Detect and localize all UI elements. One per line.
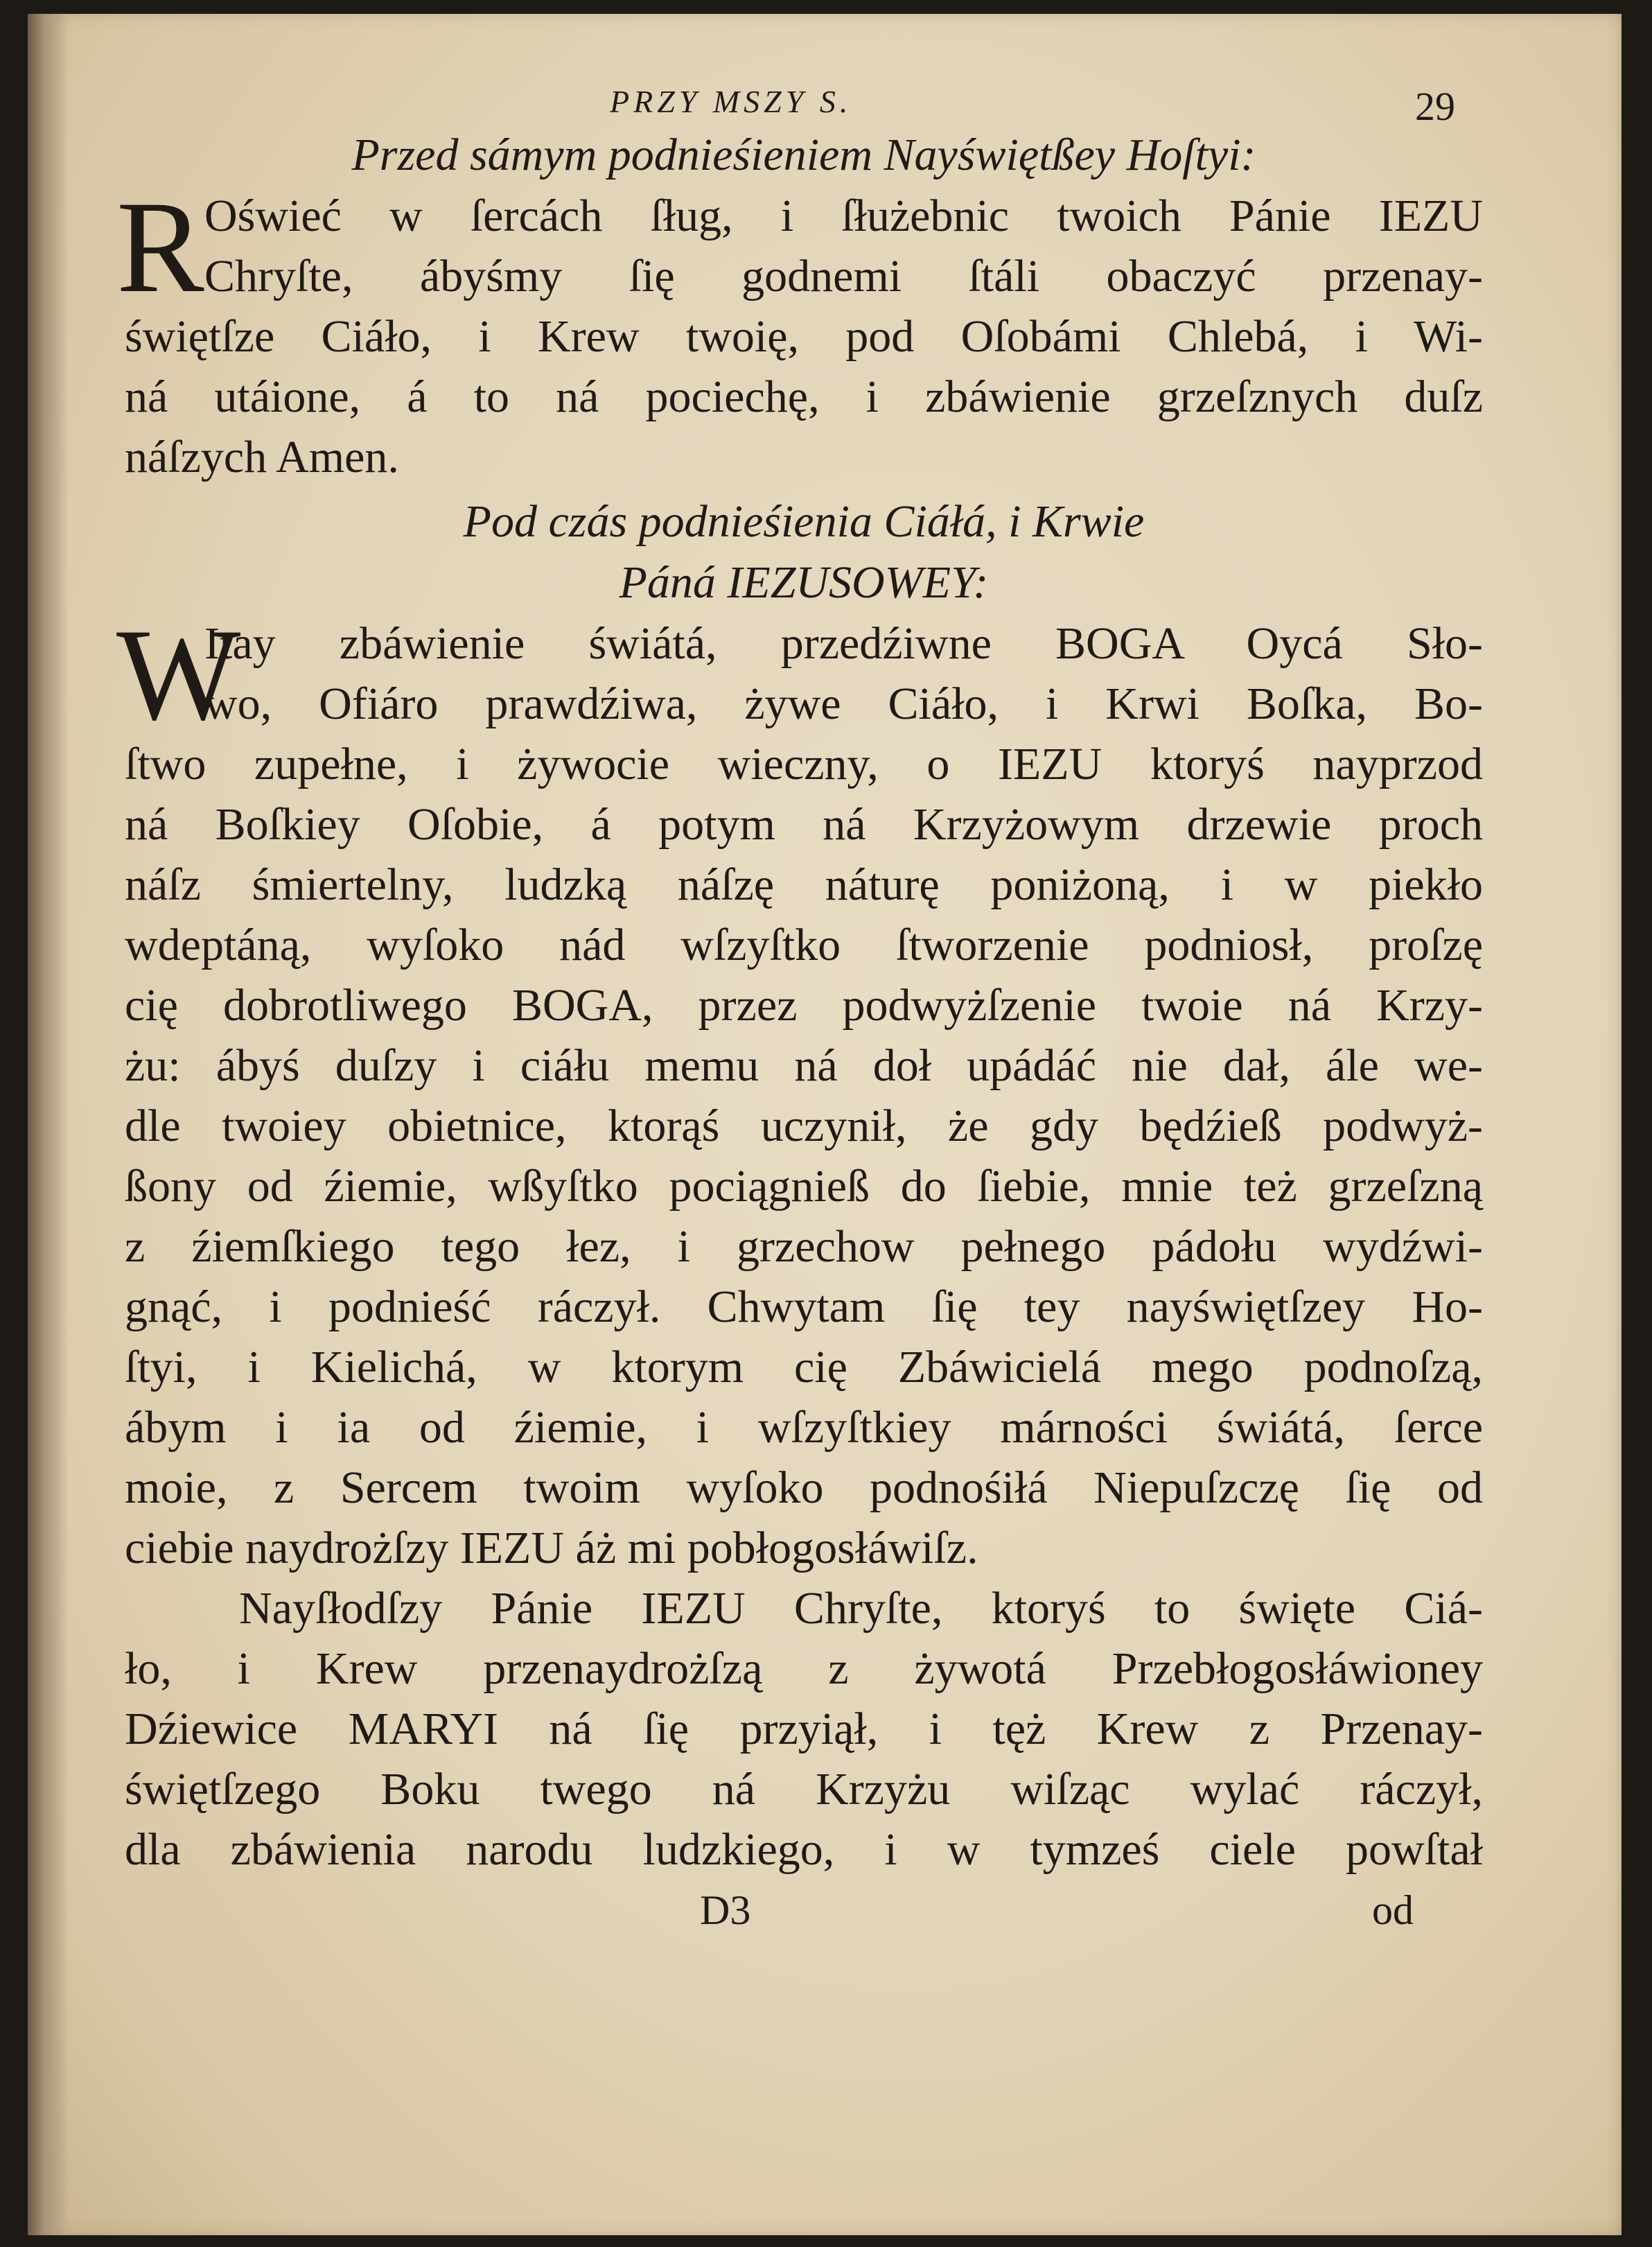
- section-heading-elevation-host: Przed sámym podnieśieniem Nayświętßey Hoſtyi:: [351, 130, 1256, 180]
- text-line: Dźiewice MARYI ná ſię przyiął, i tęż Krew z Przenay-: [125, 1704, 1483, 1754]
- text-line: ábym i ia od źiemie, i wſzyſtkiey márności świátá, ſerce: [125, 1402, 1483, 1453]
- drop-cap-initial: W: [116, 602, 241, 748]
- signature-mark: D3: [700, 1887, 751, 1933]
- text-line: świętſzego Boku twego ná Krzyżu wiſząc wylać ráczył,: [125, 1764, 1483, 1815]
- paragraph-prayer-before-elevation: [116, 175, 1483, 487]
- text-line: moie, z Sercem twoim wyſoko podnośiłá Niepuſzczę ſię od: [125, 1462, 1483, 1513]
- text-line: ciebie naydrożſzy IEZU áż mi pobłogosłáwiſz.: [125, 1523, 978, 1573]
- text-line: ßony od źiemie, wßyſtko pociągnieß do ſiebie, mnie też grzeſzną: [125, 1161, 1483, 1212]
- text-line: gnąć, i podnieść ráczył. Chwytam ſię tey nayświętſzey Ho-: [125, 1282, 1483, 1332]
- paragraph-prayer-during-elevation: [116, 602, 1483, 1578]
- text-line: dle twoiey obietnice, ktorąś uczynił, że gdy będźieß podwyż-: [125, 1101, 1483, 1151]
- text-line: wo, Ofiáro prawdźiwa, żywe Ciáło, i Krwi Boſka, Bo-: [204, 679, 1483, 729]
- text-line: ná utáione, á to ná pociechę, i zbáwienie grzeſznych duſz: [125, 371, 1483, 422]
- text-line: náſz śmiertelny, ludzką náſzę náturę poniżoną, i w piekło: [125, 859, 1483, 910]
- text-line: ſtwo zupełne, i żywocie wieczny, o IEZU ktoryś nayprzod: [125, 739, 1483, 789]
- text-line: ſtyi, i Kielichá, w ktorym cię Zbáwicielá mego podnoſzą,: [125, 1342, 1483, 1392]
- text-line: Chryſte, ábyśmy ſię godnemi ſtáli obaczyć przenay-: [204, 251, 1483, 301]
- text-line: z źiemſkiego tego łez, i grzechow pełnego pádołu wydźwi-: [125, 1221, 1483, 1272]
- page-footer: [125, 1884, 1483, 1946]
- text-line: náſzych Amen.: [125, 432, 399, 482]
- text-line: wdeptáną, wyſoko nád wſzyſtko ſtworzenie podniosł, proſzę: [125, 920, 1483, 970]
- page-number: 29: [1415, 84, 1455, 129]
- page-text-block: [116, 76, 1483, 1946]
- text-line: dla zbáwienia narodu ludzkiego, i w tymześ ciele powſtał: [125, 1824, 1483, 1875]
- drop-cap-initial: R: [116, 175, 204, 320]
- section-heading-elevation-body-blood-line2: Páná IEZUSOWEY:: [619, 557, 989, 608]
- text-line: Nayſłodſzy Pánie IEZU Chryſte, ktoryś to święte Ciá-: [239, 1583, 1483, 1634]
- text-line: ło, i Krew przenaydrożſzą z żywotá Przebłogosłáwioney: [125, 1643, 1483, 1694]
- section-heading-elevation-body-blood: Pod czás podnieśienia Ciáłá, i Krwie: [463, 496, 1145, 547]
- text-line: świętſze Ciáło, i Krew twoię, pod Oſobámi Chlebá, i Wi-: [125, 311, 1483, 362]
- paragraph-sweetest-lord: [125, 1578, 1483, 1880]
- text-line: cię dobrotliwego BOGA, przez podwyżſzenie twoie ná Krzy-: [125, 980, 1483, 1031]
- text-line: żu: ábyś duſzy i ciáłu memu ná doł upádáć nie dał, ále we-: [125, 1040, 1483, 1091]
- running-head: PRZY MSZY S.: [610, 84, 852, 119]
- catchword: od: [1372, 1887, 1414, 1933]
- page-header: [125, 76, 1483, 129]
- page-gutter-shadow: [28, 14, 69, 2235]
- text-line: ná Boſkiey Oſobie, á potym ná Krzyżowym drzewie proch: [125, 799, 1483, 850]
- text-line: Oświeć w ſercách ſług, i ſłużebnic twoich Pánie IEZU: [204, 191, 1483, 241]
- text-line: Itay zbáwienie świátá, przedźiwne BOGA Oycá Sło-: [204, 618, 1483, 669]
